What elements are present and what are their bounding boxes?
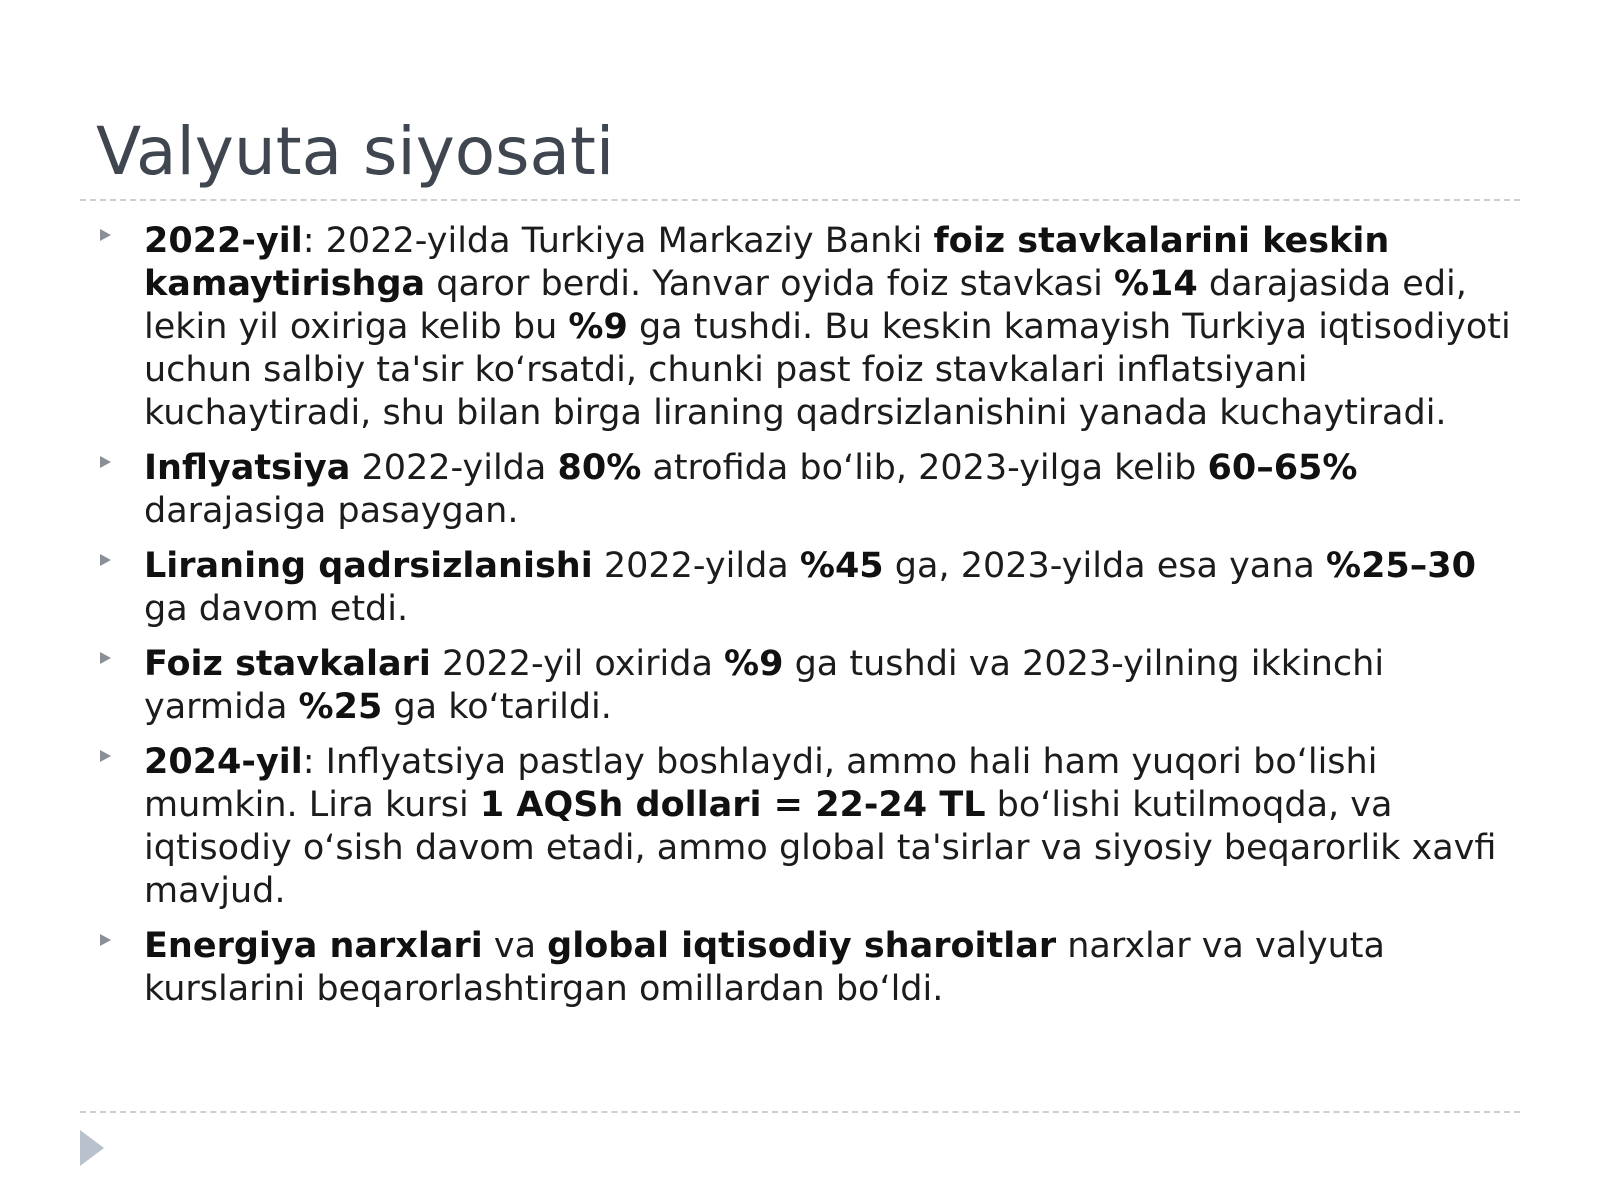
bullet-text: darajasiga pasaygan. <box>144 491 519 531</box>
bullet-text: atrofida bo‘lib, 2023-yilga kelib <box>641 448 1208 488</box>
bullet-bold-text: Liraning qadrsizlanishi <box>144 546 593 586</box>
bullet-text: : Inflyatsiya pastlay boshlaydi, ammo hali ham yuqori bo‘lishi mumkin. Lira kursi <box>144 742 1378 825</box>
bullet-text: ga tushdi va 2023-yilning ikkinchi yarmida <box>144 644 1385 727</box>
bullet-text: ga ko‘tarildi. <box>382 687 612 727</box>
bullet-bold-text: %25–30 <box>1326 546 1476 586</box>
title-divider <box>80 199 1520 201</box>
play-arrow-icon[interactable] <box>80 1130 104 1166</box>
bullet-bold-text: %9 <box>724 644 784 684</box>
bullet-bold-text: Energiya narxlari <box>144 926 483 966</box>
triangle-bullet-icon <box>100 229 111 241</box>
triangle-bullet-icon <box>100 750 111 762</box>
bullet-bold-text: %14 <box>1113 264 1198 304</box>
triangle-bullet-icon <box>100 554 111 566</box>
bullet-bold-text: 2024-yil <box>144 742 303 782</box>
bullet-item <box>96 220 1516 435</box>
bullet-list <box>96 220 1516 1023</box>
bullet-bold-text: %25 <box>298 687 383 727</box>
bullet-item <box>96 925 1516 1011</box>
bullet-bold-text: 60–65% <box>1207 448 1358 488</box>
bullet-text: 2022-yil oxirida <box>430 644 725 684</box>
bullet-bold-text: 80% <box>557 448 642 488</box>
bullet-bold-text: Inflyatsiya <box>144 448 351 488</box>
bullet-text: : 2022-yilda Turkiya Markaziy Banki <box>302 221 934 261</box>
bullet-bold-text: foiz stavkalarini keskin kamaytirishga <box>144 221 1390 304</box>
bullet-text: bo‘lishi kutilmoqda, va iqtisodiy o‘sish davom etadi, ammo global ta'sirlar va siyosiy beqarorlik xavfi mavjud. <box>144 785 1497 911</box>
bullet-item <box>96 447 1516 533</box>
bullet-bold-text: global iqtisodiy sharoitlar <box>547 926 1057 966</box>
bullet-text: qaror berdi. Yanvar oyida foiz stavkasi <box>425 264 1114 304</box>
bullet-item <box>96 741 1516 913</box>
bullet-text: 2022-yilda <box>592 546 800 586</box>
bullet-bold-text: %9 <box>568 307 628 347</box>
slide-title: Valyuta siyosati <box>96 113 615 190</box>
bullet-text: 2022-yilda <box>350 448 558 488</box>
triangle-bullet-icon <box>100 652 111 664</box>
bullet-text: narxlar va valyuta kurslarini beqarorlashtirgan omillardan bo‘ldi. <box>144 926 1385 1009</box>
bullet-bold-text: 2022-yil <box>144 221 303 261</box>
bullet-text: ga davom etdi. <box>144 589 409 629</box>
bullet-bold-text: Foiz stavkalari <box>144 644 431 684</box>
triangle-bullet-icon <box>100 934 111 946</box>
footer-divider <box>80 1111 1520 1113</box>
bullet-text: ga, 2023-yilda esa yana <box>883 546 1327 586</box>
bullet-bold-text: 1 AQSh dollari = 22-24 TL <box>479 785 986 825</box>
bullet-text: darajasida edi, lekin yil oxiriga kelib bu <box>144 264 1467 347</box>
bullet-item <box>96 643 1516 729</box>
bullet-item <box>96 545 1516 631</box>
bullet-bold-text: %45 <box>799 546 884 586</box>
triangle-bullet-icon <box>100 456 111 468</box>
bullet-text: va <box>482 926 548 966</box>
bullet-text: ga tushdi. Bu keskin kamayish Turkiya iqtisodiyoti uchun salbiy ta'sir ko‘rsatdi, chunki past foiz stavkalari inflatsiyani kuchaytiradi, shu bilan birga liraning qadrsizlanishini yanada kuchaytiradi. <box>144 307 1511 433</box>
